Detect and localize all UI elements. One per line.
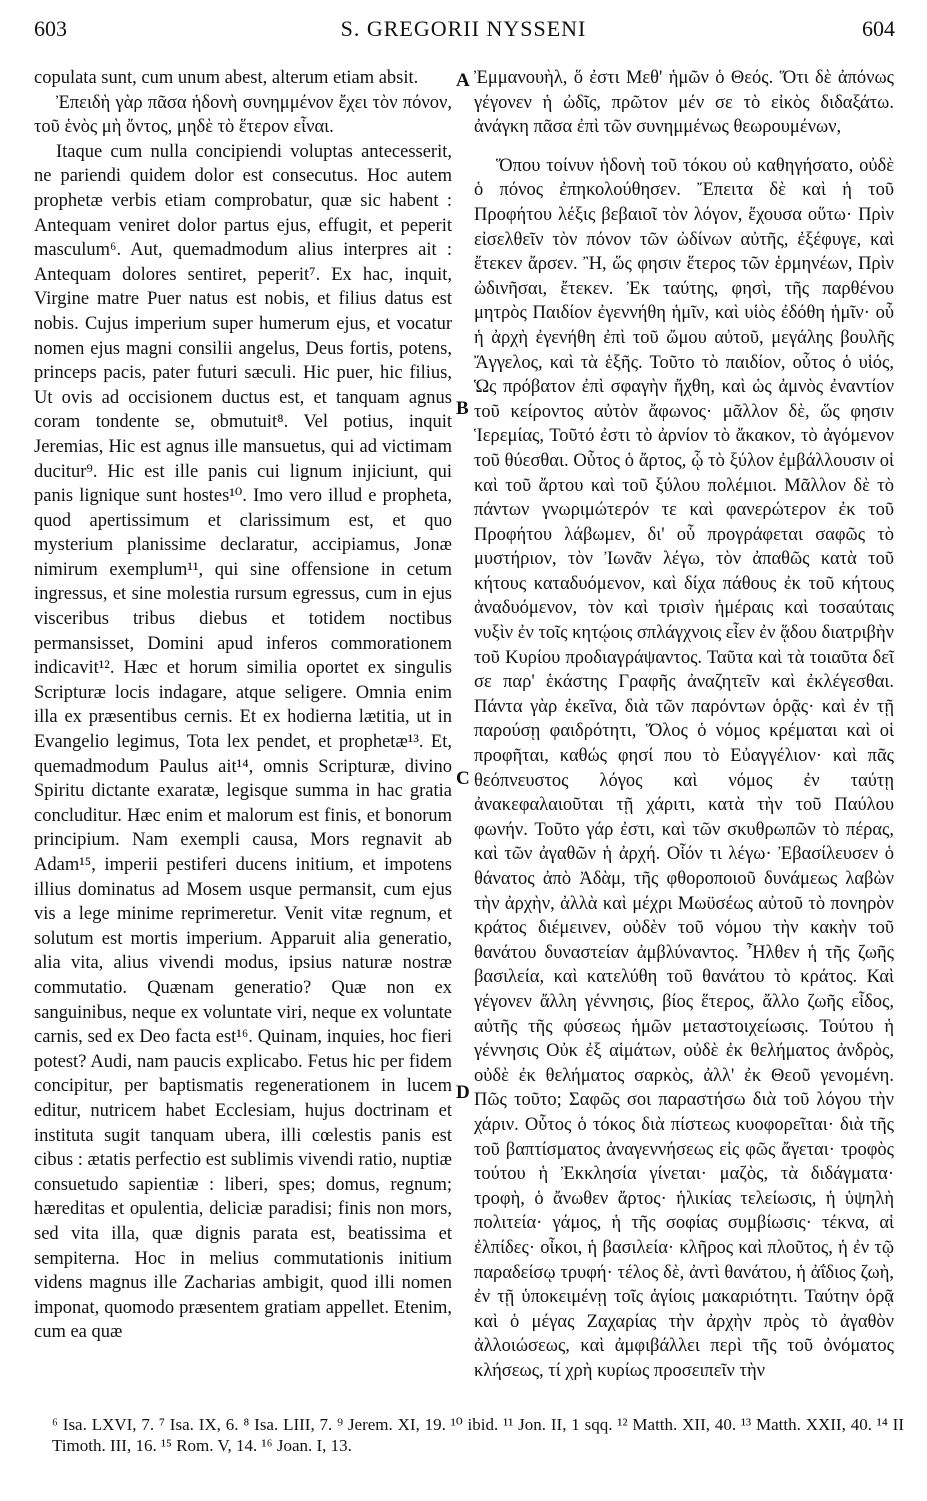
latin-paragraph: copulata sunt, cum unum abest, alterum etiam absit.	[34, 68, 419, 88]
section-marker-d: D	[456, 1082, 470, 1103]
section-marker-b: B	[456, 398, 469, 419]
latin-paragraph: Itaque cum nulla concipiendi voluptas antecesserit, ne pariendi quidem dolor est consecutus. Hoc autem prophetæ verbis etiam comprobatur, quæ sic habent : Antequam veniret dolor partus ejus, effugit, et peperit masculum⁶. Aut, quemadmodum alius interpres ait : Antequam dolores sentiret, peperit⁷. Ex hac, inquit, Virgine matre Puer natus est nobis, et filius datus est nobis. Cujus imperium super humerum ejus, et vocatur nomen ejus magni consilii angelus, Deus fortis, potens, princeps pacis, pater futuri sæculi. Hic puer, hic filius, Ut ovis ad occisionem ductus est, et tanquam agnus coram tondente se, obmutuit⁸. Vel potius, inquit Jeremias, Hic est agnus ille mansuetus, qui ad victimam ducitur⁹. Hic est ille panis cui lignum injiciunt, qui panis lignique sunt hostes¹⁰. Imo vero illud e propheta, quod apertissimum et clarissimum est, et quo mysterium planissime declaratur, accipiamus, Jonæ nimirum exemplum¹¹, qui sine offensione in cetum ingressus, et sine molestia rursum egressus, cum in ejus visceribus tribus diebus et totidem noctibus permansisset, Domini apud inferos commorationem indicavit¹². Hæc et horum similia oportet ex singulis Scripturæ locis indagare, atque seligere. Omnia enim illa ex præsentibus cernis. Et ex hodierna lætitia, ut in Evangelio legimus, Tota lex pendet, et prophetæ¹³. Et, quemadmodum Paulus ait¹⁴, omnis Scripturæ, divino Spiritu dictante exaratæ, legisque summa in hac gratia concluditur. Hæc enim et malorum est finis, et bonorum principium. Nam exempli causa, Mors regnavit ab Adam¹⁵, imperii pestiferi ducens initium, et impotens illius dominatus ad Mosem usque permansit, cum ejus vis a lege minime reprimeretur. Venit vitæ regnum, et solutum est mortis imperium. Apparuit alia generatio, alia vita, alius vivendi modus, ipsius naturæ nostræ commutatio. Quænam generatio? Quæ non ex sanguinibus, neque ex voluntate viri, neque ex voluntate carnis, sed ex Deo facta est¹⁶. Quinam, inquies, hoc fieri potest? Audi, nam paucis explicabo. Fetus hic per fidem concipitur, per baptismatis regenerationem in lucem editur, nutricem habet Ecclesiam, hujus doctrinam et instituta sugit tanquam ubera, illi cœlestis panis est cibus : ætatis perfectio est sublimis vivendi ratio, nuptiæ consuetudo sapientiæ : liberi, spes; domus, regnum; hæreditas et opulentia, deliciæ paradisi; finis non mors, sed vita illa, quæ dignis parata est, beatissima et sempiterna. Hoc in melius commutationis initium videns magnus ille Zacharias ambigit, quod illi nomen imponat, quomodo præsentem gratiam appellet. Etenim, cum ea quæ	[34, 141, 452, 1343]
greek-column	[474, 66, 894, 1383]
page-header	[0, 0, 927, 60]
greek-quote-paragraph: Ἐπειδὴ γὰρ πᾶσα ἡδονὴ συνημμένον ἔχει τὸν πόνον, τοῦ ἑνὸς μὴ ὄντος, μηδὲ τὸ ἕτερον εἶναι.	[34, 92, 452, 138]
footnotes: ⁶ Isa. LXVI, 7. ⁷ Isa. IX, 6. ⁸ Isa. LIII, 7. ⁹ Jerem. XI, 19. ¹⁰ ibid. ¹¹ Jon. II, 1 sqq. ¹² Matth. XII, 40. ¹³ Matth. XXII, 40. ¹⁴ II Timoth. III, 16. ¹⁵ Rom. V, 14. ¹⁶ Joan. I, 13.	[52, 1415, 904, 1455]
latin-column	[34, 66, 452, 1345]
right-page-number: 604	[862, 16, 895, 41]
left-page-number: 603	[34, 16, 67, 41]
running-title: S. GREGORII NYSSENI	[340, 16, 587, 41]
section-marker-a: A	[456, 70, 470, 91]
greek-paragraph: Ὅπου τοίνυν ἡδονὴ τοῦ τόκου οὐ καθηγήσατο, οὐδὲ ὁ πόνος ἐπηκολούθησεν. Ἔπειτα δὲ καὶ ἡ τοῦ Προφήτου λέξις βεβαιοῖ τὸν λόγον, ἔχουσα οὕτω· Πρὶν εἰσελθεῖν τὸν πόνον τῶν ὠδίνων αὐτῆς, ἐξέφυγε, καὶ ἔτεκεν ἄρσεν. Ἢ, ὥς φησιν ἕτερος τῶν ἑρμηνέων, Πρὶν ὠδινῆσαι, ἔτεκεν. Ἐκ ταύτης, φησὶ, τῆς παρθένου μητρὸς Παιδίον ἐγεννήθη ἡμῖν, καὶ υἱὸς ἐδόθη ἡμῖν· οὗ ἡ ἀρχὴ ἐγενήθη ἐπὶ τοῦ ὤμου αὐτοῦ, μεγάλης βουλῆς Ἄγγελος, καὶ τὰ ἑξῆς. Τοῦτο τὸ παιδίον, οὗτος ὁ υἱός, Ὡς πρόβατον ἐπὶ σφαγὴν ἤχθη, καὶ ὡς ἀμνὸς ἐναντίον τοῦ κείροντος αὐτὸν ἄφωνος· μᾶλλον δὲ, ὥς φησιν Ἱερεμίας, Τοῦτό ἐστι τὸ ἀρνίον τὸ ἄκακον, τὸ ἀγόμενον τοῦ θύεσθαι. Οὗτος ὁ ἄρτος, ᾧ τὸ ξύλον ἐμβάλλουσιν οἱ καὶ τοῦ ἄρτου καὶ τοῦ ξύλου πολέμιοι. Μᾶλλον δὲ τὸ πάντων γνωριμώτερόν τε καὶ φανερώτερον ἐκ τοῦ Προφήτου λάβωμεν, δι' οὗ προγράφεται σαφῶς τὸ μυστήριον, τὸν Ἰωνᾶν λέγω, τὸν ἀπαθῶς κατὰ τοῦ κήτους καταδυόμενον, καὶ δίχα πάθους ἐκ τοῦ κήτους ἀναδυόμενον, τὸν καὶ τρισὶν ἡμέραις καὶ τοσαύταις νυξὶν ἐν τοῖς κητῴοις σπλάγχνοις εἶεν ἐν ᾅδου διατριβὴν τοῦ Κυρίου προδιαγράψαντος. Ταῦτα καὶ τὰ τοιαῦτα δεῖ σε παρ' ἑκάστης Γραφῆς ἀναζητεῖν καὶ ἐκλέγεσθαι. Πάντα γὰρ ἐκεῖνα, διὰ τῶν παρόντων ὁρᾷς· καὶ ἐν τῇ παρούσῃ φαιδρότητι, Ὅλος ὁ νόμος κρέμαται καὶ οἱ προφῆται, καθώς φησί που τὸ Εὐαγγέλιον· καὶ πᾶς θεόπνευστος λόγος καὶ νόμος ἐν ταύτῃ ἀνακεφαλαιοῦται τῇ χάριτι, κατὰ τὴν τοῦ Παύλου φωνήν. Τοῦτο γάρ ἐστι, καὶ τῶν σκυθρωπῶν τὸ πέρας, καὶ τῶν ἀγαθῶν ἡ ἀρχή. Οἷόν τι λέγω· Ἐβασίλευσεν ὁ θάνατος ἀπὸ Ἀδὰμ, τῆς φθοροποιοῦ δυνάμεως λαβὼν τὴν ἀρχὴν, ἀλλὰ καὶ μέχρι Μωϋσέως αὐτοῦ τὸ πονηρὸν κράτος διέμεινεν, οὐδὲν τοῦ νόμου τὴν κακὴν τοῦ θανάτου δυναστείαν ἀμβλύναντος. Ἦλθεν ἡ τῆς ζωῆς βασιλεία, καὶ κατελύθη τοῦ θανάτου τὸ κράτος. Καὶ γέγονεν ἄλλη γέννησις, βίος ἕτερος, ἄλλο ζωῆς εἶδος, αὐτῆς τῆς φύσεως ἡμῶν μεταστοιχείωσις. Τούτου ἡ γέννησις Οὐκ ἐξ αἱμάτων, οὐδὲ ἐκ θελήματος ἀνδρὸς, οὐδὲ ἐκ θελήματος σαρκὸς, ἀλλ' ἐκ Θεοῦ γενομένη. Πῶς τοῦτο; Σαφῶς σοι παραστήσω διὰ τοῦ λόγου τὴν χάριν. Οὗτος ὁ τόκος διὰ πίστεως κυοφορεῖται· διὰ τῆς τοῦ βαπτίσματος ἀναγεννήσεως εἰς φῶς ἄγεται· τροφὸς τούτου ἡ Ἐκκλησία γίνεται· μαζὸς, τὰ διδάγματα· τροφὴ, ὁ ἄνωθεν ἄρτος· ἡλικίας τελείωσις, ἡ ὑψηλὴ πολιτεία· γάμος, ἡ τῆς σοφίας συμβίωσις· τέκνα, αἱ ἐλπίδες· οἶκοι, ἡ βασιλεία· κλῆρος καὶ πλοῦτος, ἡ ἐν τῷ παραδείσῳ τρυφή· τέλος δὲ, ἀντὶ θανάτου, ἡ ἀΐδιος ζωὴ, ἐν τῇ ὑποκειμένῃ τοῖς ἁγίοις μακαριότητι. Ταύτην ὁρᾷ καὶ ὁ μέγας Ζαχαρίας τὴν ἀρχὴν πρὸς τὸ ἀγαθὸν ἀλλοιώσεως, καὶ ἀμφιβάλλει περὶ τῆς τοῦ ὀνόματος κλήσεως, τί χρὴ κυρίως προσειπεῖν τὴν	[474, 155, 894, 1381]
section-marker-c: C	[456, 768, 470, 789]
greek-paragraph: Ἐμμανουὴλ, ὅ ἐστι Μεθ' ἡμῶν ὁ Θεός. Ὅτι δὲ ἀπόνως γέγονεν ἡ ὠδῖς, πρῶτον μέν σε τὸ εἰκὸς διδαξάτω. ἀνάγκη πᾶσα ἐπὶ τῶν συνημμένως θεωρουμένων,	[474, 68, 894, 138]
